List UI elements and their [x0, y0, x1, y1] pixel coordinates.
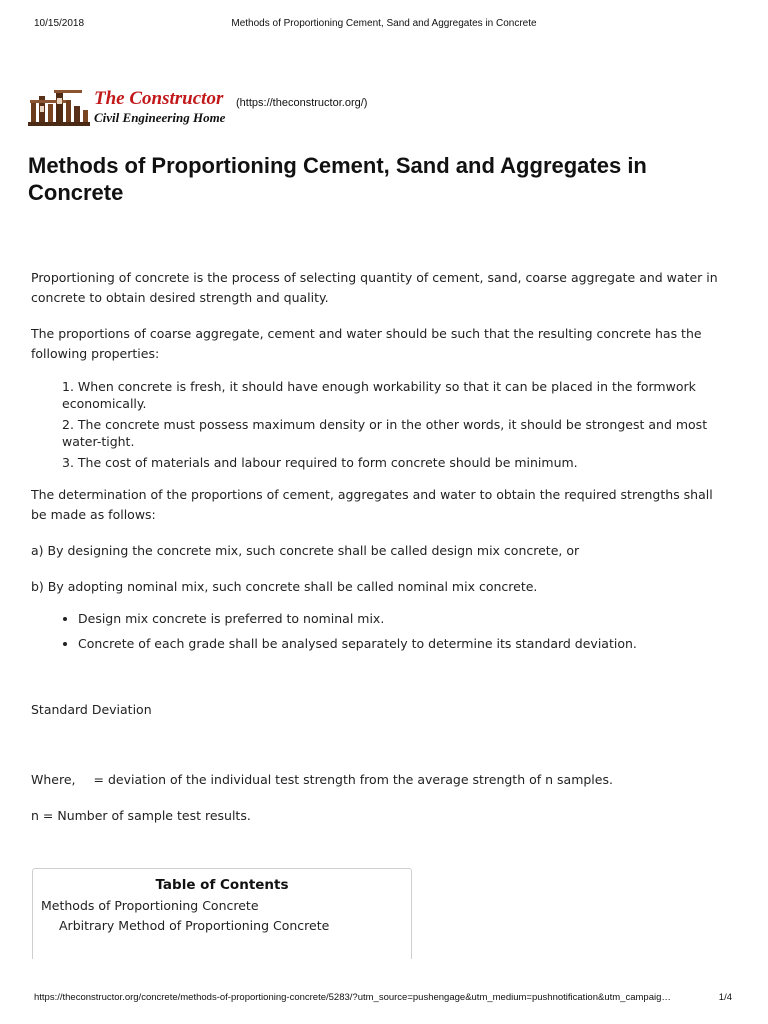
site-tagline: Civil Engineering Home — [94, 110, 226, 125]
where-definition: = deviation of the individual test strength from the average strength of n samples. — [93, 772, 613, 787]
list-item: 2. The concrete must possess maximum density or in the other words, it should be strongest and most water-tight. — [62, 417, 708, 449]
toc-link-methods[interactable]: Methods of Proportioning Concrete — [41, 898, 259, 913]
properties-intro: The proportions of coarse aggregate, cement and water should be such that the resulting concrete has the following properties: — [31, 326, 702, 361]
list-item: 1. When concrete is fresh, it should have enough workability so that it can be placed in the formwork economically. — [62, 379, 696, 411]
option-a: a) By designing the concrete mix, such concrete shall be called design mix concrete, or — [31, 543, 580, 558]
site-url[interactable]: (https://theconstructor.org/) — [236, 97, 368, 109]
table-of-contents — [32, 868, 412, 959]
notes-list — [31, 609, 731, 654]
page-number: 1/4 — [718, 992, 732, 1003]
article-body — [31, 268, 731, 842]
building-ruins-icon — [28, 88, 90, 126]
where-line — [31, 770, 731, 790]
print-header-title: Methods of Proportioning Cement, Sand and Aggregates in Concrete — [231, 18, 537, 29]
properties-list — [31, 378, 731, 471]
list-item: • Concrete of each grade shall be analysed separately to determine its standard deviation. — [78, 634, 731, 654]
site-name: The Constructor — [94, 88, 224, 109]
standard-deviation-label: Standard Deviation — [31, 702, 152, 717]
toc-title: Table of Contents — [155, 877, 289, 893]
intro-paragraph: Proportioning of concrete is the process of selecting quantity of cement, sand, coarse aggregate and water in concrete to obtain desired strength and quality. — [31, 270, 718, 305]
site-logo[interactable] — [28, 86, 368, 130]
print-footer-url: https://theconstructor.org/concrete/methods-of-proportioning-concrete/5283/?utm_source=pushengage&utm_medium=pushnotification&utm_campaig… — [34, 992, 671, 1003]
article-title: Methods of Proportioning Cement, Sand and Aggregates in Concrete — [28, 153, 647, 205]
toc-link-arbitrary-method[interactable]: Arbitrary Method of Proportioning Concrete — [59, 918, 330, 933]
print-date: 10/15/2018 — [34, 18, 85, 29]
where-label: Where, — [31, 772, 76, 787]
n-definition: n = Number of sample test results. — [31, 808, 251, 823]
list-item: • Design mix concrete is preferred to nominal mix. — [78, 609, 731, 629]
determination-paragraph: The determination of the proportions of cement, aggregates and water to obtain the required strengths shall be made as follows: — [31, 487, 713, 522]
list-item: 3. The cost of materials and labour required to form concrete should be minimum. — [62, 455, 578, 470]
option-b: b) By adopting nominal mix, such concrete shall be called nominal mix concrete. — [31, 579, 538, 594]
